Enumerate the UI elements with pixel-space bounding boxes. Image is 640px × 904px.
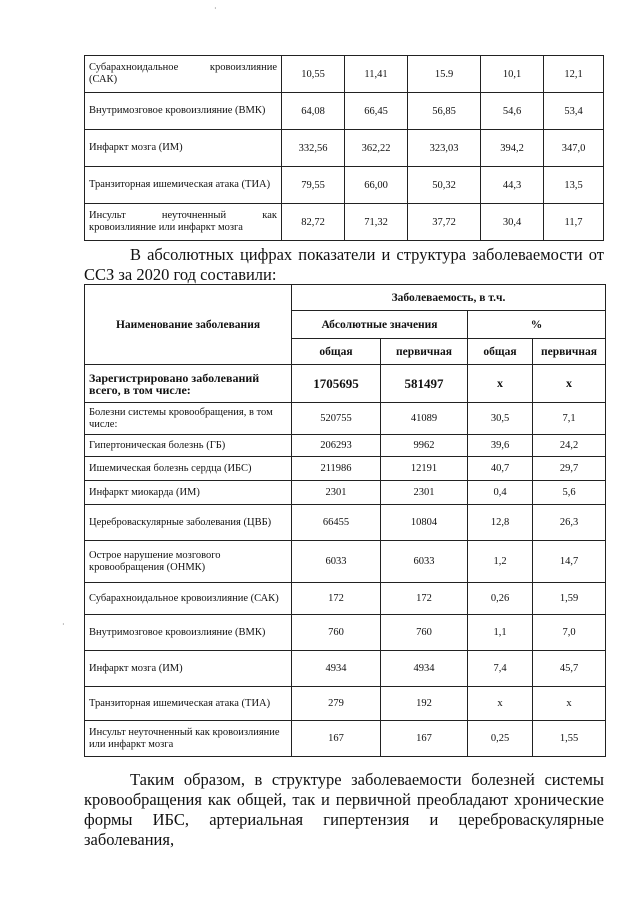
cell: 15.9 [408, 56, 481, 93]
table-row [85, 403, 606, 435]
cell: 30,4 [481, 204, 544, 241]
table-row-total [85, 365, 606, 403]
cell: 40,7 [468, 457, 533, 481]
header-primary: первичная [381, 339, 468, 365]
cell: 79,55 [282, 167, 345, 204]
cell: 9962 [381, 435, 468, 457]
cell: 37,72 [408, 204, 481, 241]
cell: 29,7 [533, 457, 606, 481]
table-row [85, 457, 606, 481]
cell: x [533, 365, 606, 403]
row-name: Зарегистрировано заболеваний всего, в том числе: [85, 365, 292, 403]
row-name: Инфаркт миокарда (ИМ) [85, 481, 292, 505]
cell: 12191 [381, 457, 468, 481]
cell: 4934 [381, 651, 468, 687]
cell: 14,7 [533, 541, 606, 583]
cell: 66455 [292, 505, 381, 541]
cell: 760 [292, 615, 381, 651]
cell: 44,3 [481, 167, 544, 204]
cell: 7,4 [468, 651, 533, 687]
scan-speck: · [62, 620, 65, 629]
cell: х [468, 687, 533, 721]
row-name: Внутримозговое кровоизлияние (ВМК) [85, 615, 292, 651]
row-name: Субарахноидальное кровоизлияние (САК) [85, 56, 282, 93]
row-name: Ишемическая болезнь сердца (ИБС) [85, 457, 292, 481]
row-name: Транзиторная ишемическая атака (ТИА) [85, 167, 282, 204]
cell: 760 [381, 615, 468, 651]
table-row [85, 615, 606, 651]
cell: 211986 [292, 457, 381, 481]
header-disease: Наименование заболевания [85, 285, 292, 365]
row-name: Инсульт неуточненный как кровоизлияние или инфаркт мозга [85, 204, 282, 241]
row-name: Болезни системы кровообращения, в том числе: [85, 403, 292, 435]
table-row [85, 541, 606, 583]
row-name: Транзиторная ишемическая атака (ТИА) [85, 687, 292, 721]
table-row [85, 651, 606, 687]
row-name: Внутримозговое кровоизлияние (ВМК) [85, 93, 282, 130]
cell: 323,03 [408, 130, 481, 167]
cell: 0,4 [468, 481, 533, 505]
cell: 11,41 [345, 56, 408, 93]
cell: 520755 [292, 403, 381, 435]
cell: 2301 [381, 481, 468, 505]
cell: 7,1 [533, 403, 606, 435]
cell: 10,1 [481, 56, 544, 93]
cell: 0,25 [468, 721, 533, 757]
cell: 64,08 [282, 93, 345, 130]
cell: 54,6 [481, 93, 544, 130]
header-total-pct: общая [468, 339, 533, 365]
cell: 581497 [381, 365, 468, 403]
cell: 66,45 [345, 93, 408, 130]
cell: 206293 [292, 435, 381, 457]
header-percent: % [468, 311, 606, 339]
header-primary-pct: первичная [533, 339, 606, 365]
cell: 82,72 [282, 204, 345, 241]
cell: 279 [292, 687, 381, 721]
table-row [85, 435, 606, 457]
row-name: Инфаркт мозга (ИМ) [85, 651, 292, 687]
cell: 172 [292, 583, 381, 615]
cell: 10804 [381, 505, 468, 541]
incidence-table [84, 284, 606, 757]
cell: x [468, 365, 533, 403]
table-row [85, 56, 604, 93]
cell: 362,22 [345, 130, 408, 167]
cell: 167 [381, 721, 468, 757]
paragraph-intro: В абсолютных цифрах показатели и структура заболеваемости от ССЗ за 2020 год составили: [84, 245, 604, 284]
cell: 1,2 [468, 541, 533, 583]
row-name: Инфаркт мозга (ИМ) [85, 130, 282, 167]
cell: 172 [381, 583, 468, 615]
cell: 50,32 [408, 167, 481, 204]
cell: 394,2 [481, 130, 544, 167]
cell: 1,1 [468, 615, 533, 651]
cell: 30,5 [468, 403, 533, 435]
cell: 39,6 [468, 435, 533, 457]
cell: 6033 [381, 541, 468, 583]
cell: 332,56 [282, 130, 345, 167]
header-incidence: Заболеваемость, в т.ч. [292, 285, 606, 311]
paragraph-conclusion: Таким образом, в структуре заболеваемости болезней системы кровообращения как общей, так и первичной преобладают хронические формы ИБС, артериальная гипертензия и цереброваскулярные заболевания, [84, 770, 604, 849]
cell: 41089 [381, 403, 468, 435]
cell: 26,3 [533, 505, 606, 541]
cell: х [533, 687, 606, 721]
cell: 2301 [292, 481, 381, 505]
table-row [85, 93, 604, 130]
row-name: Инсульт неуточненный как кровоизлияние или инфаркт мозга [85, 721, 292, 757]
table-row [85, 167, 604, 204]
cell: 12,8 [468, 505, 533, 541]
cell: 11,7 [544, 204, 604, 241]
top-table [84, 55, 604, 241]
cell: 192 [381, 687, 468, 721]
header-absolute: Абсолютные значения [292, 311, 468, 339]
header-total: общая [292, 339, 381, 365]
table-row [85, 721, 606, 757]
cell: 1,55 [533, 721, 606, 757]
cell: 45,7 [533, 651, 606, 687]
cell: 13,5 [544, 167, 604, 204]
table-row [85, 481, 606, 505]
row-name: Гипертоническая болезнь (ГБ) [85, 435, 292, 457]
cell: 10,55 [282, 56, 345, 93]
cell: 1,59 [533, 583, 606, 615]
table-row [85, 204, 604, 241]
scan-speck: · [214, 4, 217, 13]
table-row [85, 583, 606, 615]
table-row [85, 505, 606, 541]
cell: 167 [292, 721, 381, 757]
cell: 71,32 [345, 204, 408, 241]
row-name: Цереброваскулярные заболевания (ЦВБ) [85, 505, 292, 541]
cell: 5,6 [533, 481, 606, 505]
cell: 56,85 [408, 93, 481, 130]
cell: 53,4 [544, 93, 604, 130]
table-row [85, 130, 604, 167]
cell: 1705695 [292, 365, 381, 403]
cell: 7,0 [533, 615, 606, 651]
cell: 66,00 [345, 167, 408, 204]
cell: 24,2 [533, 435, 606, 457]
row-name: Субарахноидальное кровоизлияние (САК) [85, 583, 292, 615]
cell: 347,0 [544, 130, 604, 167]
table-row [85, 687, 606, 721]
cell: 12,1 [544, 56, 604, 93]
cell: 0,26 [468, 583, 533, 615]
cell: 6033 [292, 541, 381, 583]
cell: 4934 [292, 651, 381, 687]
row-name: Острое нарушение мозгового кровообращения (ОНМК) [85, 541, 292, 583]
